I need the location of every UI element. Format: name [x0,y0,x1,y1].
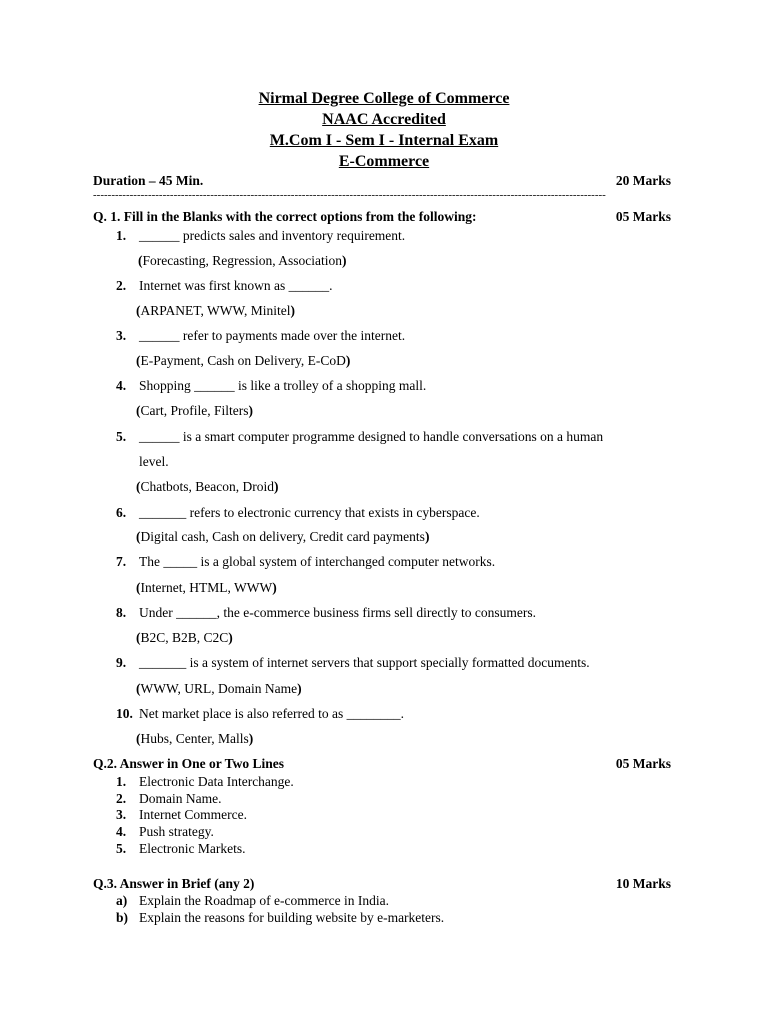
item-text: The _____ is a global system of interchanged computer networks. [139,554,496,569]
q2-title: Q.2. Answer in One or Two Lines [93,756,285,771]
q1-item [116,228,405,244]
item-number: 2. [116,278,127,293]
item-number: 8. [116,605,127,620]
item-number: 3. [116,807,127,822]
q1-item [116,505,480,521]
q1-options: (B2C, B2B, C2C) [136,630,233,645]
options-text: Hubs, Center, Malls [140,731,249,746]
q1-options: (E-Payment, Cash on Delivery, E-CoD) [136,353,351,368]
duration: Duration – 45 Min. [93,173,204,188]
q1-item [116,278,332,294]
q1-options: (Forecasting, Regression, Association) [138,253,347,268]
item-text: ______ predicts sales and inventory requirement. [139,228,406,243]
separator-line: -------------------------------------------------------------------------------------------------------------------------------------------- [93,190,606,200]
q3-item [116,910,444,926]
options-text: ARPANET, WWW, Minitel [140,303,291,318]
q1-item [116,429,603,445]
options-text: Chatbots, Beacon, Droid [140,479,274,494]
item-number: 5. [116,429,127,444]
item-text: Electronic Markets. [139,841,246,856]
q1-marks: 05 Marks [615,209,671,224]
item-number: 1. [116,228,127,243]
q1-options: (Chatbots, Beacon, Droid) [136,479,279,494]
item-text: _______ refers to electronic currency that exists in cyberspace. [139,505,480,520]
item-number: 4. [116,824,127,839]
accreditation: NAAC Accredited [322,111,446,128]
item-number: 4. [116,378,127,393]
q2-marks: 05 Marks [615,756,671,771]
q1-title: Q. 1. Fill in the Blanks with the correct options from the following: [93,209,477,224]
item-number: 2. [116,791,127,806]
item-number: 1. [116,774,127,789]
item-text: Explain the Roadmap of e-commerce in India. [139,893,390,908]
q2-item [116,841,245,857]
q2-item [116,807,247,823]
options-text: B2C, B2B, C2C [140,630,229,645]
q1-item [116,378,426,394]
q2-item [116,824,214,840]
options-text: E-Payment, Cash on Delivery, E-CoD [140,353,346,368]
q1-options: (Hubs, Center, Malls) [136,731,254,746]
paper-header [0,88,768,172]
options-text: Forecasting, Regression, Association [142,253,342,268]
q2-item [116,791,221,807]
item-text: ______ is a smart computer programme designed to handle conversations on a human [139,429,604,444]
subject-title: E-Commerce [338,153,430,170]
item-number: 6. [116,505,127,520]
q1-item [116,605,536,621]
q1-item [116,554,495,570]
item-text: _______ is a system of internet servers that support specially formatted documents. [139,655,590,670]
item-text: Net market place is also referred to as ________. [139,706,405,721]
q1-options: (ARPANET, WWW, Minitel) [136,303,296,318]
options-text: WWW, URL, Domain Name [140,681,298,696]
item-letter: a) [116,893,128,908]
item-text: ______ refer to payments made over the internet. [139,328,406,343]
item-letter: b) [116,910,129,925]
item-text-continued: level. [139,454,169,469]
q3-marks: 10 Marks [615,876,671,891]
item-text: Electronic Data Interchange. [139,774,294,789]
q1-item [116,706,404,722]
q3-item [116,893,389,909]
item-text: Domain Name. [139,791,222,806]
item-text: Internet was first known as ______. [139,278,333,293]
item-text: Under ______, the e-commerce business firms sell directly to consumers. [139,605,537,620]
total-marks: 20 Marks [615,173,671,188]
options-text: Cart, Profile, Filters [140,403,249,418]
item-number: 5. [116,841,127,856]
q2-item [116,774,294,790]
college-name: Nirmal Degree College of Commerce [258,90,510,107]
options-text: Digital cash, Cash on delivery, Credit card payments [140,529,425,544]
q1-options: (Digital cash, Cash on delivery, Credit card payments) [136,529,430,544]
q1-item [116,328,405,344]
exam-title: M.Com I - Sem I - Internal Exam [269,132,499,149]
item-number: 10. [116,706,133,721]
q3-title: Q.3. Answer in Brief (any 2) [93,876,255,891]
options-text: Internet, HTML, WWW [140,580,273,595]
item-number: 7. [116,554,127,569]
item-text: Push strategy. [139,824,214,839]
item-text: Shopping ______ is like a trolley of a shopping mall. [139,378,427,393]
item-number: 3. [116,328,127,343]
q1-options: (WWW, URL, Domain Name) [136,681,302,696]
item-text: Internet Commerce. [139,807,247,822]
item-text: Explain the reasons for building website by e-marketers. [139,910,445,925]
q1-options: (Internet, HTML, WWW) [136,580,277,595]
item-number: 9. [116,655,127,670]
q1-item [116,655,590,671]
q1-options: (Cart, Profile, Filters) [136,403,253,418]
